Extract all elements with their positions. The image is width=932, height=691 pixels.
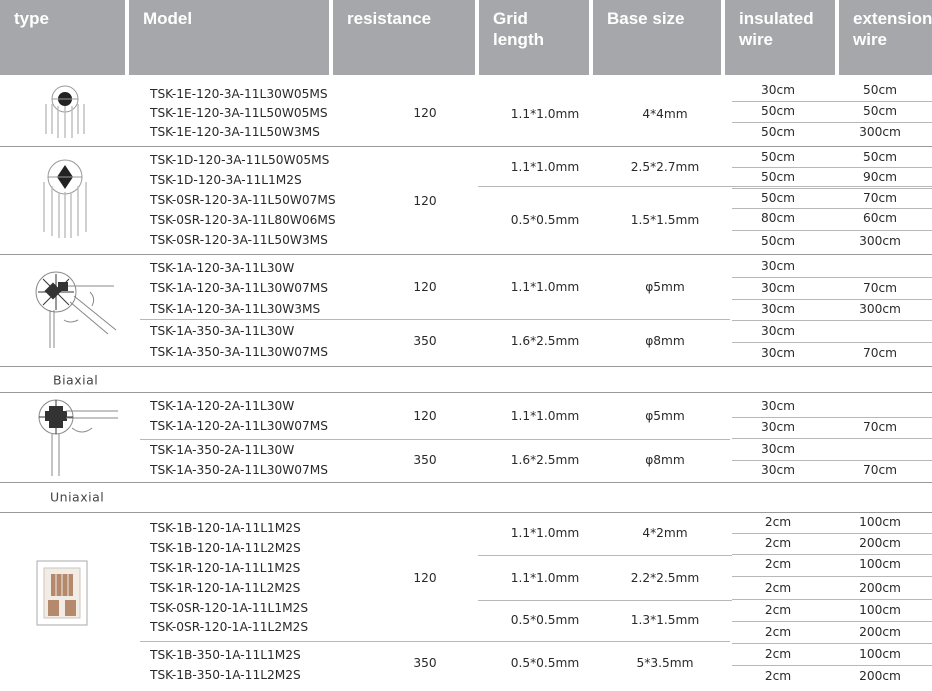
extension-wire-cell: 300cm — [859, 234, 901, 248]
wire-row-divider — [732, 621, 932, 622]
model-cell: TSK-1A-120-3A-11L30W — [150, 261, 295, 275]
extension-wire-cell: 70cm — [862, 191, 898, 205]
insulated-wire-cell: 30cm — [760, 302, 796, 316]
header-base-size-label: Base size — [607, 9, 685, 28]
model-cell: TSK-1E-120-3A-11L50W3MS — [150, 125, 320, 139]
model-cell: TSK-1D-120-3A-11L50W05MS — [150, 153, 330, 167]
resistance-cell: 120 — [413, 194, 437, 208]
resistance-cell: 120 — [413, 280, 437, 294]
wire-row-divider — [732, 576, 932, 577]
grid-length-cell: 1.1*1.0mm — [510, 160, 580, 174]
base-size-cell: φ8mm — [645, 334, 685, 348]
header-base-size — [593, 0, 721, 75]
insulated-wire-cell: 50cm — [760, 125, 796, 139]
uniaxial-gauge-icon — [36, 560, 88, 630]
section-label-biaxial: Biaxial — [53, 372, 99, 388]
wire-row-divider — [732, 230, 932, 231]
extension-wire-cell: 60cm — [862, 211, 898, 225]
insulated-wire-cell: 30cm — [760, 463, 796, 477]
insulated-wire-cell: 2cm — [764, 647, 792, 661]
insulated-wire-cell: 2cm — [764, 515, 792, 529]
insulated-wire-cell: 2cm — [764, 603, 792, 617]
wire-row-divider — [732, 101, 932, 102]
insulated-wire-cell: 50cm — [760, 104, 796, 118]
wire-row-divider — [732, 554, 932, 555]
insulated-wire-cell: 30cm — [760, 259, 796, 273]
model-cell: TSK-1B-350-1A-11L2M2S — [150, 668, 301, 682]
grid-length-cell: 1.1*1.0mm — [510, 107, 580, 121]
extension-wire-cell: 50cm — [862, 150, 898, 164]
extension-wire-cell: 70cm — [862, 420, 898, 434]
insulated-wire-cell: 30cm — [760, 281, 796, 295]
model-cell: TSK-1A-350-2A-11L30W — [150, 443, 295, 457]
model-cell: TSK-1B-350-1A-11L1M2S — [150, 648, 301, 662]
model-cell: TSK-1R-120-1A-11L2M2S — [150, 581, 301, 595]
header-resistance-label: resistance — [347, 9, 432, 28]
base-size-cell: 4*4mm — [642, 107, 688, 121]
model-cell: TSK-1B-120-1A-11L2M2S — [150, 541, 301, 555]
extension-wire-cell: 100cm — [859, 557, 901, 571]
model-cell: TSK-0SR-120-3A-11L50W07MS — [150, 193, 336, 207]
insulated-wire-cell: 2cm — [764, 669, 792, 683]
header-insulated-wire-label: insulated wire — [739, 9, 814, 49]
insulated-wire-cell: 50cm — [760, 191, 796, 205]
extension-wire-cell: 200cm — [859, 536, 901, 550]
base-size-cell: 4*2mm — [642, 526, 688, 540]
model-cell: TSK-0SR-120-3A-11L50W3MS — [150, 233, 328, 247]
rosette-3a-icon — [34, 262, 124, 354]
insulated-wire-cell: 2cm — [764, 557, 792, 571]
wire-row-divider — [732, 438, 932, 439]
insulated-wire-cell: 50cm — [760, 170, 796, 184]
resistance-cell: 120 — [413, 571, 437, 585]
wire-row-divider — [732, 417, 932, 418]
extension-wire-cell: 50cm — [862, 104, 898, 118]
insulated-wire-cell: 2cm — [764, 536, 792, 550]
model-cell: TSK-1A-350-3A-11L30W07MS — [150, 345, 329, 359]
base-size-cell: φ8mm — [645, 453, 685, 467]
model-cell: TSK-1A-120-3A-11L30W3MS — [150, 302, 321, 316]
model-cell: TSK-1E-120-3A-11L50W05MS — [150, 106, 328, 120]
base-size-cell: 1.5*1.5mm — [630, 213, 700, 227]
model-cell: TSK-1A-120-2A-11L30W — [150, 399, 295, 413]
extension-wire-cell: 100cm — [859, 647, 901, 661]
header-model-label: Model — [143, 9, 193, 28]
base-size-cell: 2.2*2.5mm — [630, 571, 700, 585]
wire-row-divider — [732, 342, 932, 343]
grid-length-cell: 1.6*2.5mm — [510, 334, 580, 348]
resistance-cell: 350 — [413, 656, 437, 670]
base-size-cell: 5*3.5mm — [636, 656, 694, 670]
model-cell: TSK-0SR-120-1A-11L2M2S — [150, 620, 309, 634]
model-cell: TSK-1A-120-3A-11L30W07MS — [150, 281, 329, 295]
insulated-wire-cell: 30cm — [760, 83, 796, 97]
wire-row-divider — [732, 533, 932, 534]
rosette-2a-icon — [36, 398, 126, 478]
insulated-wire-cell: 2cm — [764, 625, 792, 639]
extension-wire-cell: 200cm — [859, 625, 901, 639]
extension-wire-cell: 300cm — [859, 302, 901, 316]
wire-row-divider — [732, 122, 932, 123]
strain-gauge-1e-icon — [36, 82, 94, 140]
header-grid-length — [479, 0, 589, 75]
insulated-wire-cell: 30cm — [760, 442, 796, 456]
grid-length-cell: 0.5*0.5mm — [510, 656, 580, 670]
header-resistance — [333, 0, 475, 75]
header-type — [0, 0, 125, 75]
extension-wire-cell: 200cm — [859, 581, 901, 595]
base-size-cell: 1.3*1.5mm — [630, 613, 700, 627]
extension-wire-cell: 200cm — [859, 669, 901, 683]
resistance-cell: 120 — [413, 409, 437, 423]
model-cell: TSK-1A-120-2A-11L30W07MS — [150, 419, 329, 433]
model-cell: TSK-1D-120-3A-11L1M2S — [150, 173, 302, 187]
wire-row-divider — [732, 299, 932, 300]
extension-wire-cell: 70cm — [862, 463, 898, 477]
extension-wire-cell: 90cm — [862, 170, 898, 184]
wire-row-divider — [732, 167, 932, 168]
wire-row-divider — [732, 277, 932, 278]
header-extension-wire-label: extension wire — [853, 9, 932, 49]
base-size-cell: φ5mm — [645, 409, 685, 423]
extension-wire-cell: 100cm — [859, 603, 901, 617]
header-grid-length-label: Grid length — [493, 9, 544, 49]
resistance-cell: 120 — [413, 106, 437, 120]
resistance-cell: 350 — [413, 453, 437, 467]
base-size-cell: 2.5*2.7mm — [630, 160, 700, 174]
grid-length-cell: 0.5*0.5mm — [510, 613, 580, 627]
insulated-wire-cell: 50cm — [760, 234, 796, 248]
strain-gauge-1d-icon — [36, 152, 94, 240]
extension-wire-cell: 70cm — [862, 281, 898, 295]
insulated-wire-cell: 30cm — [760, 324, 796, 338]
wire-row-divider — [732, 665, 932, 666]
insulated-wire-cell: 30cm — [760, 346, 796, 360]
grid-length-cell: 1.1*1.0mm — [510, 409, 580, 423]
model-cell: TSK-1A-350-3A-11L30W — [150, 324, 295, 338]
grid-length-cell: 1.1*1.0mm — [510, 526, 580, 540]
header-type-label: type — [14, 9, 49, 28]
header-insulated-wire — [725, 0, 835, 75]
model-cell: TSK-1A-350-2A-11L30W07MS — [150, 463, 329, 477]
insulated-wire-cell: 30cm — [760, 399, 796, 413]
insulated-wire-cell: 80cm — [760, 211, 796, 225]
extension-wire-cell: 300cm — [859, 125, 901, 139]
wire-row-divider — [732, 643, 932, 644]
wire-row-divider — [732, 208, 932, 209]
base-size-cell: φ5mm — [645, 280, 685, 294]
insulated-wire-cell: 50cm — [760, 150, 796, 164]
model-cell: TSK-1R-120-1A-11L1M2S — [150, 561, 301, 575]
model-cell: TSK-1B-120-1A-11L1M2S — [150, 521, 301, 535]
extension-wire-cell: 70cm — [862, 346, 898, 360]
insulated-wire-cell: 30cm — [760, 420, 796, 434]
header-extension-wire — [839, 0, 932, 75]
extension-wire-cell: 100cm — [859, 515, 901, 529]
wire-row-divider — [732, 320, 932, 321]
model-cell: TSK-0SR-120-1A-11L1M2S — [150, 601, 309, 615]
extension-wire-cell: 50cm — [862, 83, 898, 97]
wire-row-divider — [732, 188, 932, 189]
section-label-uniaxial: Uniaxial — [50, 489, 105, 505]
grid-length-cell: 1.6*2.5mm — [510, 453, 580, 467]
wire-row-divider — [732, 599, 932, 600]
grid-length-cell: 1.1*1.0mm — [510, 571, 580, 585]
model-cell: TSK-1E-120-3A-11L30W05MS — [150, 87, 328, 101]
insulated-wire-cell: 2cm — [764, 581, 792, 595]
resistance-cell: 350 — [413, 334, 437, 348]
model-cell: TSK-0SR-120-3A-11L80W06MS — [150, 213, 336, 227]
wire-row-divider — [732, 460, 932, 461]
grid-length-cell: 0.5*0.5mm — [510, 213, 580, 227]
header-model — [129, 0, 329, 75]
grid-length-cell: 1.1*1.0mm — [510, 280, 580, 294]
